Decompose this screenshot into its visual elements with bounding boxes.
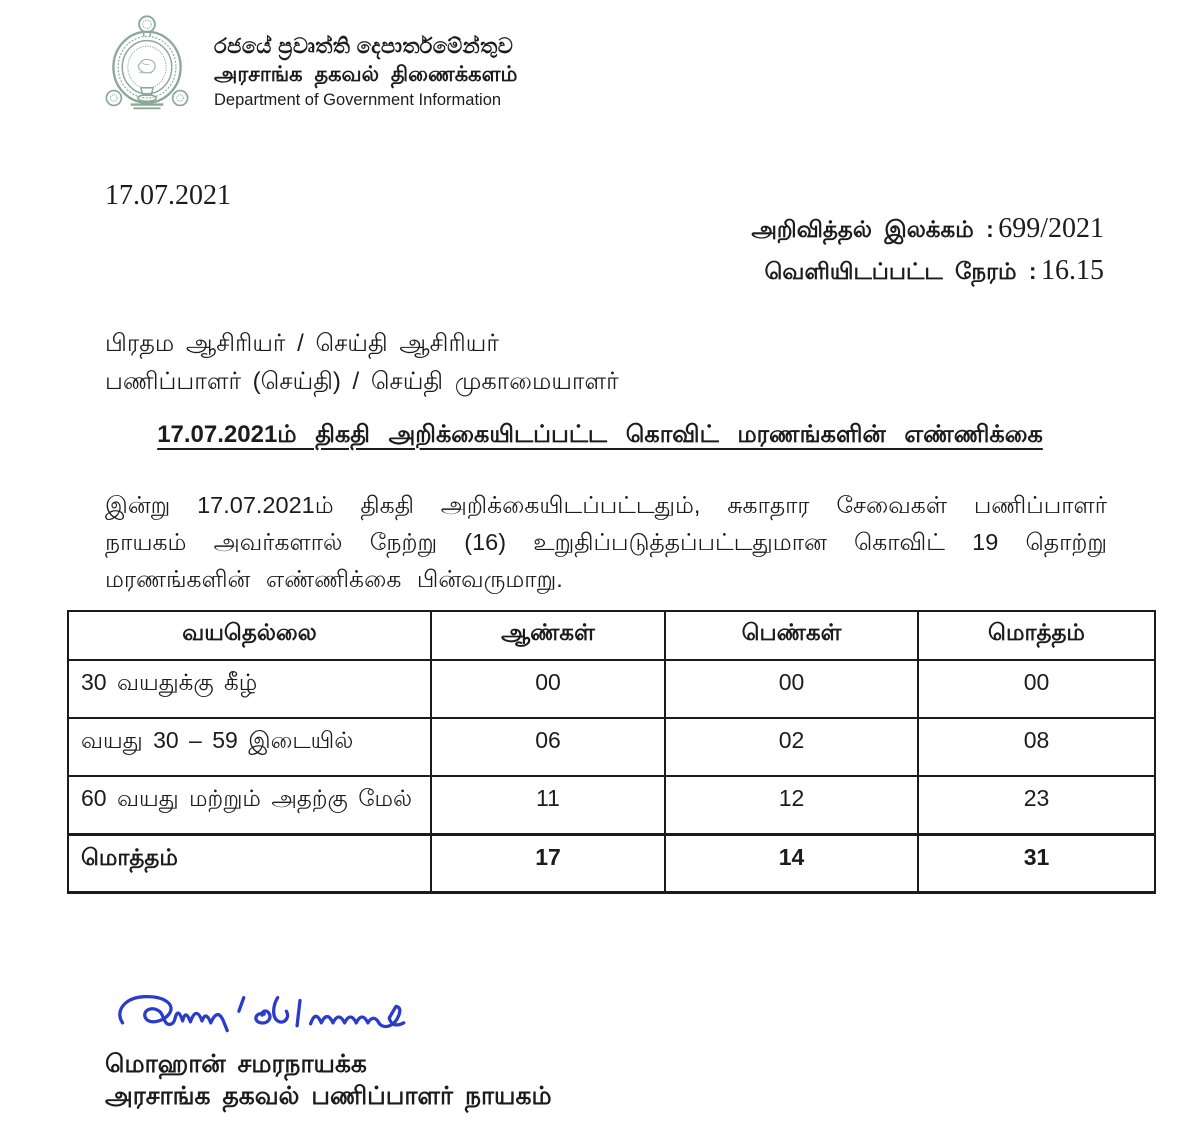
females-total-cell: 14 xyxy=(665,834,918,892)
recipients-block xyxy=(105,325,619,401)
table-row xyxy=(68,776,1155,834)
males-total-cell: 17 xyxy=(431,834,665,892)
total-cell: 00 xyxy=(918,660,1155,718)
females-cell: 02 xyxy=(665,718,918,776)
title-row xyxy=(0,421,1200,451)
signatory-designation: அரசாங்க தகவல் பணிப்பாளர் நாயகம் xyxy=(105,1082,552,1110)
table-header-row xyxy=(68,611,1155,660)
column-header-age: வயதெல்லை xyxy=(68,611,431,660)
body-paragraph: இன்று 17.07.2021ம் திகதி அறிக்கையிடப்பட்டதும், சுகாதார சேவைகள் பணிப்பாளர் நாயகம் அவர்களால் நேற்று (16) உறுதிப்படுத்தப்பட்டதுமான கொவிட் 19 தொற்று மரணங்களின் எண்ணிக்கை பின்வருமாறு. xyxy=(105,492,1107,592)
age-group-cell: 30 வயதுக்கு கீழ் xyxy=(68,660,431,718)
recipient-line-1: பிரதம ஆசிரியர் / செய்தி ஆசிரியர் xyxy=(105,330,499,357)
males-cell: 00 xyxy=(431,660,665,718)
sri-lanka-emblem-logo xyxy=(100,14,194,112)
total-label-cell: மொத்தம் xyxy=(68,834,431,892)
release-time-label: வெளியிடப்பட்ட நேரம் : xyxy=(764,258,1037,284)
notice-number-label: அறிவித்தல் இலக்கம் : xyxy=(751,216,994,242)
org-name-tamil: அரசாங்க தகவல் திணைக்களம் xyxy=(214,62,518,86)
covid-deaths-table xyxy=(67,610,1156,894)
females-cell: 00 xyxy=(665,660,918,718)
females-cell: 12 xyxy=(665,776,918,834)
org-name-block xyxy=(214,14,517,110)
org-name-english: Department of Government Information xyxy=(214,91,502,110)
signature-ink xyxy=(102,986,432,1050)
column-header-males: ஆண்கள் xyxy=(431,611,665,660)
notice-number-value: 699/2021 xyxy=(998,213,1104,244)
table-row xyxy=(68,660,1155,718)
table-row xyxy=(68,718,1155,776)
males-cell: 06 xyxy=(431,718,665,776)
notice-number-row xyxy=(751,210,1104,252)
recipient-line-2: பணிப்பாளர் (செய்தி) / செய்தி முகாமையாளர் xyxy=(105,368,619,395)
release-time-value: 16.15 xyxy=(1041,255,1104,286)
column-header-females: பெண்கள் xyxy=(665,611,918,660)
grand-total-cell: 31 xyxy=(918,834,1155,892)
signatory-block xyxy=(105,1048,552,1112)
letter-date: 17.07.2021 xyxy=(105,180,231,211)
age-group-cell: 60 வயது மற்றும் அதற்கு மேல் xyxy=(68,776,431,834)
age-group-cell: வயது 30 – 59 இடையில் xyxy=(68,718,431,776)
letterhead xyxy=(100,14,517,112)
total-cell: 23 xyxy=(918,776,1155,834)
org-name-sinhala: රජයේ ප්‍රවෘත්ති දෙපාර්තමේන්තුව xyxy=(214,35,514,58)
table-total-row xyxy=(68,834,1155,892)
release-time-row xyxy=(751,252,1104,294)
reference-block xyxy=(751,210,1104,294)
total-cell: 08 xyxy=(918,718,1155,776)
column-header-total: மொத்தம் xyxy=(918,611,1155,660)
letter-title: 17.07.2021ம் திகதி அறிக்கையிடப்பட்ட கொவிட் மரணங்களின் எண்ணிக்கை xyxy=(157,421,1043,448)
signatory-name: மொஹான் சமரநாயக்க xyxy=(105,1050,367,1078)
males-cell: 11 xyxy=(431,776,665,834)
